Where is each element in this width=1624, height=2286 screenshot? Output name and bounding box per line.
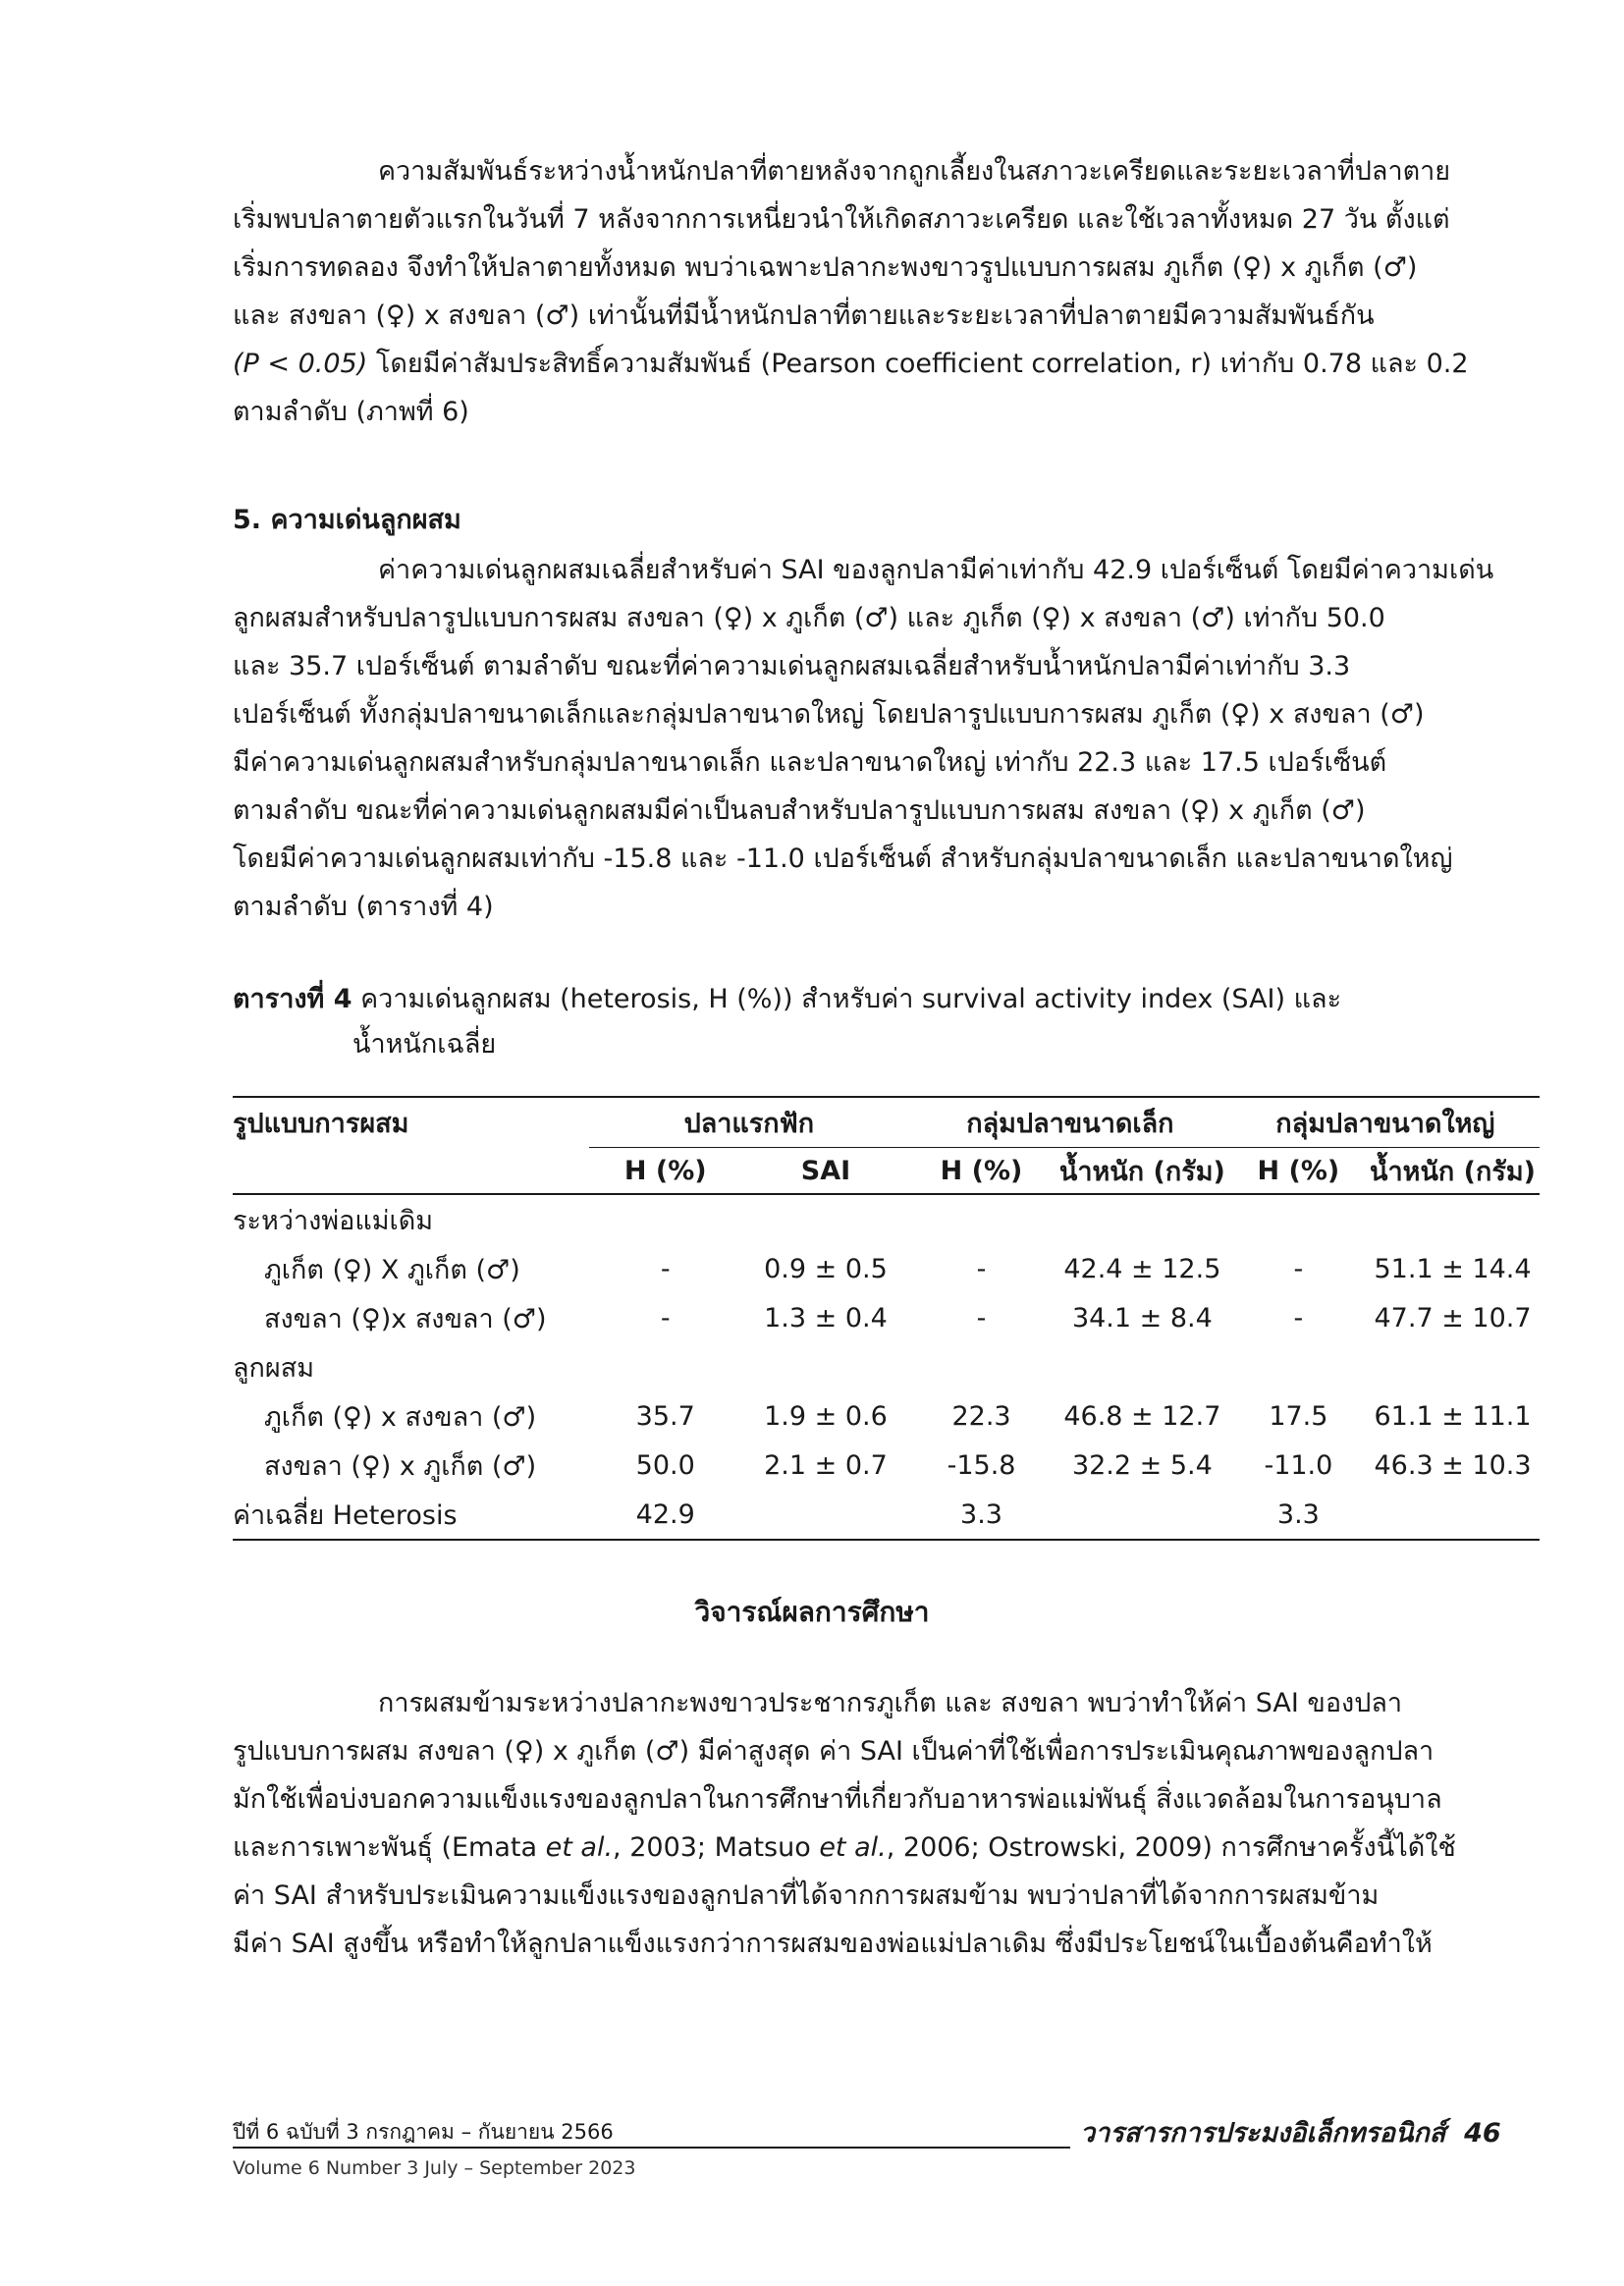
text-line: เริ่มพบปลาตายตัวแรกในวันที่ 7 หลังจากการเหนี่ยวนำให้เกิดสภาวะเครียด และใช้เวลาทั้งหมด 27 วัน ตั้งแต่: [233, 204, 1450, 235]
table-row: [233, 1293, 1540, 1342]
text-fragment: , 2006; Ostrowski, 2009) การศึกษาครั้งนี้ได้ใช้: [886, 1832, 1456, 1863]
cell-value: 47.7 ± 10.7: [1374, 1302, 1532, 1334]
footer-journal: [1080, 2111, 1501, 2153]
table-section-hybrids: ลูกผสม: [233, 1352, 314, 1384]
footer-divider: [233, 2147, 1070, 2149]
text-line: ตามลำดับ (ภาพที่ 6): [233, 397, 469, 427]
text-line: และ 35.7 เปอร์เซ็นต์ ตามลำดับ ขณะที่ค่าความเด่นลูกผสมเฉลี่ยสำหรับน้ำหนักปลามีค่าเท่ากับ 3.3: [233, 651, 1351, 681]
header-empty: [233, 1148, 589, 1195]
cell-value: 42.4 ± 12.5: [1063, 1253, 1221, 1284]
footer-issue-thai: ปีที่ 6 ฉบับที่ 3 กรกฎาคม – กันยายน 2566: [233, 2120, 614, 2144]
cell-cross: สงขลา (♀) x ภูเก็ต (♂): [264, 1450, 537, 1482]
cell-value: 1.9 ± 0.6: [764, 1400, 888, 1432]
header-h-percent: H (%): [589, 1148, 742, 1195]
cell-value: 42.9: [589, 1490, 742, 1540]
cell-value: -: [1293, 1302, 1304, 1334]
text-line: การผสมข้ามระหว่างปลากะพงขาวประชากรภูเก็ต และ สงขลา พบว่าทำให้ค่า SAI ของปลา: [378, 1688, 1403, 1718]
cell-value: -: [660, 1302, 671, 1334]
header-weight: น้ำหนัก (กรัม): [1366, 1148, 1540, 1195]
journal-name: วารสารการประมงอิเล็กทรอนิกส์: [1080, 2118, 1446, 2149]
text-line: [233, 1823, 1489, 1872]
header-group-large: กลุ่มปลาขนาดใหญ่: [1231, 1097, 1540, 1148]
cell-cross: ภูเก็ต (♀) X ภูเก็ต (♂): [264, 1254, 520, 1285]
cell-value: -: [976, 1253, 987, 1284]
cell-mean-label: ค่าเฉลี่ย Heterosis: [233, 1490, 589, 1540]
cell-value: 3.3: [909, 1490, 1054, 1540]
cell-value: [1054, 1490, 1231, 1540]
cell-value: 51.1 ± 14.4: [1374, 1253, 1532, 1284]
table-label: ตารางที่ 4: [233, 984, 352, 1014]
citation-italic: et al.: [819, 1832, 887, 1863]
text-fragment: , 2003; Matsuo: [613, 1832, 820, 1863]
text-line: ค่า SAI สำหรับประเมินความแข็งแรงของลูกปลาที่ได้จากการผสมข้าม พบว่าปลาที่ได้จากการผสมข้าม: [233, 1880, 1380, 1911]
cell-value: [1366, 1490, 1540, 1540]
cell-value: 35.7: [635, 1400, 695, 1432]
caption-text-continued: น้ำหนักเฉลี่ย: [352, 1029, 497, 1060]
cell-value: 0.9 ± 0.5: [764, 1253, 888, 1284]
header-weight: น้ำหนัก (กรัม): [1054, 1148, 1231, 1195]
text-line: เริ่มการทดลอง จึงทำให้ปลาตายทั้งหมด พบว่าเฉพาะปลากะพงขาวรูปแบบการผสม ภูเก็ต (♀) x ภูเก็ต (♂): [233, 252, 1418, 283]
cell-value: 46.3 ± 10.3: [1374, 1449, 1532, 1481]
text-line: รูปแบบการผสม สงขลา (♀) x ภูเก็ต (♂) มีค่าสูงสุด ค่า SAI เป็นค่าที่ใช้เพื่อการประเมินคุณภาพของลูกปลา: [233, 1736, 1435, 1767]
cell-value: 50.0: [635, 1449, 695, 1481]
text-line: มักใช้เพื่อบ่งบอกความแข็งแรงของลูกปลาในการศึกษาที่เกี่ยวกับอาหารพ่อแม่พันธุ์ สิ่งแวดล้อมในการอนุบาล: [233, 1784, 1442, 1815]
text-fragment: โดยมีค่าสัมประสิทธิ์ความสัมพันธ์ (Pearson coefficient correlation, r) เท่ากับ 0.78 และ 0.2: [367, 349, 1469, 379]
cell-value: -11.0: [1264, 1449, 1333, 1481]
cell-value: 32.2 ± 5.4: [1071, 1449, 1213, 1481]
header-group-small: กลุ่มปลาขนาดเล็ก: [909, 1097, 1231, 1148]
header-h-percent: H (%): [909, 1148, 1054, 1195]
cell-value: 46.8 ± 12.7: [1063, 1400, 1221, 1432]
header-sai: SAI: [742, 1148, 909, 1195]
heterosis-table: [233, 1096, 1540, 1541]
text-fragment: และการเพาะพันธุ์ (Emata: [233, 1832, 546, 1863]
table-row-mean: [233, 1490, 1540, 1540]
text-line: ลูกผสมสำหรับปลารูปแบบการผสม สงขลา (♀) x ภูเก็ต (♂) และ ภูเก็ต (♀) x สงขลา (♂) เท่ากับ 50.0: [233, 603, 1385, 633]
caption-text: ความเด่นลูกผสม (heterosis, H (%)) สำหรับค่า survival activity index (SAI) และ: [352, 984, 1342, 1014]
text-line: ตามลำดับ ขณะที่ค่าความเด่นลูกผสมมีค่าเป็นลบสำหรับปลารูปแบบการผสม สงขลา (♀) x ภูเก็ต (♂): [233, 795, 1366, 826]
text-line: และ สงขลา (♀) x สงขลา (♂) เท่านั้นที่มีน้ำหนักปลาที่ตายและระยะเวลาที่ปลาตายมีความสัมพันธ์กัน: [233, 300, 1375, 331]
cell-value: -: [976, 1302, 987, 1334]
cell-value: -15.8: [947, 1449, 1016, 1481]
paragraph-heterosis: [233, 546, 1494, 931]
table-row: [233, 1441, 1540, 1490]
cell-value: 22.3: [951, 1400, 1011, 1432]
discussion-title: วิจารณ์ผลการศึกษา: [694, 1596, 930, 1628]
header-group-hatchling: ปลาแรกฟัก: [589, 1097, 909, 1148]
text-line: มีค่า SAI สูงขึ้น หรือทำให้ลูกปลาแข็งแรงกว่าการผสมของพ่อแม่ปลาเดิม ซึ่งมีประโยชน์ในเบื้องต้นคือทำให้: [233, 1929, 1433, 1959]
section-heading: 5. ความเด่นลูกผสม: [233, 505, 461, 535]
text-line: ตามลำดับ (ตารางที่ 4): [233, 892, 494, 922]
cell-cross: ภูเก็ต (♀) x สงขลา (♂): [264, 1401, 537, 1433]
text-line: โดยมีค่าความเด่นลูกผสมเท่ากับ -15.8 และ -11.0 เปอร์เซ็นต์ สำหรับกลุ่มปลาขนาดเล็ก และปลาขนาดใหญ่: [233, 844, 1453, 874]
cell-value: 3.3: [1231, 1490, 1366, 1540]
cell-value: [742, 1490, 909, 1540]
p-value-italic: (P < 0.05): [233, 349, 368, 379]
footer-issue-english: Volume 6 Number 3 July – September 2023: [233, 2157, 636, 2179]
cell-cross: สงขลา (♀)x สงขลา (♂): [264, 1303, 547, 1334]
table-caption: [233, 977, 1489, 1067]
cell-value: 61.1 ± 11.1: [1374, 1400, 1532, 1432]
paragraph-discussion: [233, 1679, 1489, 1968]
page-number: 46: [1464, 2118, 1501, 2149]
table-row: [233, 1391, 1540, 1441]
citation-italic: et al.: [545, 1832, 614, 1863]
text-line: เปอร์เซ็นต์ ทั้งกลุ่มปลาขนาดเล็กและกลุ่มปลาขนาดใหญ่ โดยปลารูปแบบการผสม ภูเก็ต (♀) x สงขลา (♂): [233, 699, 1425, 730]
text-line: ความสัมพันธ์ระหว่างน้ำหนักปลาที่ตายหลังจากถูกเลี้ยงในสภาวะเครียดและระยะเวลาที่ปลาตาย: [378, 156, 1451, 187]
cell-value: -: [660, 1253, 671, 1284]
text-line: ค่าความเด่นลูกผสมเฉลี่ยสำหรับค่า SAI ของลูกปลามีค่าเท่ากับ 42.9 เปอร์เซ็นต์ โดยมีค่าความเด่น: [378, 555, 1494, 585]
cell-value: 2.1 ± 0.7: [764, 1449, 888, 1481]
text-line: มีค่าความเด่นลูกผสมสำหรับกลุ่มปลาขนาดเล็ก และปลาขนาดใหญ่ เท่ากับ 22.3 และ 17.5 เปอร์เซ็นต์: [233, 747, 1387, 778]
text-line: [233, 340, 1489, 388]
table-section-parents: ระหว่างพ่อแม่เดิม: [233, 1205, 434, 1236]
cell-value: 17.5: [1269, 1400, 1328, 1432]
table-row: [233, 1244, 1540, 1293]
header-cross-pattern: รูปแบบการผสม: [233, 1097, 589, 1148]
paragraph-correlation: [233, 147, 1489, 436]
cell-value: 1.3 ± 0.4: [764, 1302, 888, 1334]
header-h-percent: H (%): [1231, 1148, 1366, 1195]
cell-value: 34.1 ± 8.4: [1071, 1302, 1213, 1334]
cell-value: -: [1293, 1253, 1304, 1284]
